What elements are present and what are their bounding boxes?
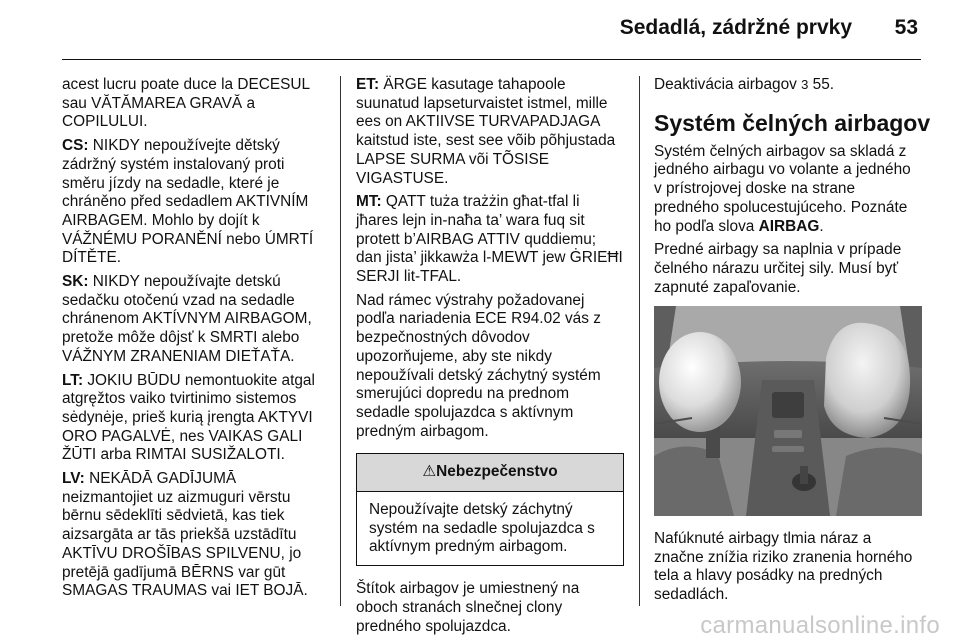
danger-box-header	[357, 454, 623, 492]
paragraph-text: Systém čelných airbagov sa skladá z jedného airbagu vo volante a jedného v prístrojovej doske na strane predného spolucestujúceho. Poznáte ho podľa slova	[654, 142, 911, 235]
warning-lv	[62, 470, 330, 601]
watermark: carmanualsonline.info	[700, 612, 940, 639]
column-left	[62, 76, 330, 606]
danger-title: Nebezpečenstvo	[436, 463, 558, 481]
frontal-airbag-description	[654, 143, 922, 237]
deactivation-page: 55.	[812, 76, 835, 93]
language-code: CS:	[62, 137, 89, 155]
section-heading: Systém čelných airbagov	[654, 109, 931, 136]
language-code: LT:	[62, 371, 84, 389]
intro-paragraph: acest lucru poate duce la DECESUL sau VĂTĂMAREA GRAVĂ a COPILULUI.	[62, 76, 310, 131]
deactivation-reference	[654, 76, 922, 95]
ece-paragraph: Nad rámec výstrahy požadovanej podľa nariadenia ECE R94.02 vás z bezpečnostných dôvodov upozorňujeme, aby ste nikdy nepoužívali detský záchytný systém smerujúci dopredu na prednom sedadle spolujazdca s aktívnym predným airbagom.	[356, 291, 601, 440]
paragraph-end: .	[819, 217, 824, 235]
warning-et	[356, 76, 624, 188]
warning-lt	[62, 372, 330, 466]
danger-box	[356, 453, 624, 566]
language-code: ET:	[356, 76, 380, 93]
column-divider-2	[639, 76, 640, 606]
language-code: SK:	[62, 273, 89, 291]
column-right	[654, 76, 931, 302]
warning-text: QATT tuża trażżin għat-tfal li jħares lejn in-naħa ta’ wara fuq sit protett b’AIRBAG ATTIV quddiemu; dan jista’ jikkawża l-MEWT jew ĠRIEĦI SERJI lit-TFAL.	[356, 193, 623, 286]
danger-box-body: Nepoužívajte detský záchytný systém na sedadle spolujazdca s aktívnym predným airbagom.	[369, 501, 595, 556]
warning-text: NIKDY nepoužívajte detskú sedačku otočenú vzad na sedadle chránenom AKTÍVNYM AIRBAGOM, pretože môže dôjsť k SMRTI alebo VÁŽNYM ZRANENIAM DIEŤAŤA.	[62, 273, 312, 365]
warning-text: ÄRGE kasutage tahapoole suunatud lapseturvaistet istmel, mille ees on AKTIIVSE TURVAPADJAGA kaitstud iste, sest see võib põhjustada LAPSE SURMA või TÕSISE VIGASTUSE.	[356, 76, 616, 187]
page-header-title: Sedadlá, zádržné prvky	[619, 16, 852, 39]
frontal-airbag-deployment: Predné airbagy sa naplnia v prípade čelného nárazu určitej sily. Musí byť zapnuté zapaľovanie.	[654, 241, 902, 296]
illustration-caption: Nafúknuté airbagy tlmia náraz a značne znížia riziko zranenia horného tela a hlavy posádky na predných sedadlách.	[654, 530, 913, 604]
warning-sk	[62, 273, 330, 367]
label-location-paragraph: Štítok airbagov je umiestnený na oboch stranách slnečnej clony predného spolujazdca.	[356, 580, 580, 635]
warning-text: NIKDY nepoužívejte dětský zádržný systém instalovaný proti směru jízdy na sedadle, které je chráněno před sedadlem AKTIVNÍM AIRBAGEM. Mohlo by dojít k VÁŽNÉMU PORANĚNÍ nebo ÚMRTÍ DÍTĚTE.	[62, 137, 314, 267]
airbag-keyword: AIRBAG	[758, 217, 820, 235]
warning-text: JOKIU BŪDU nemontuokite atgal atgręžtos vaiko tvirtinimo sistemos sėdynėje, prieš kurią įrengta AKTYVI ORO PAGALVĖ, nes VAIKAS GALI ŽŪTI arba RIMTAI SUSIŽALOTI.	[62, 371, 315, 464]
page-number: 53	[894, 16, 918, 39]
page-reference-arrow-icon: 3	[801, 77, 809, 92]
column-divider-1	[340, 76, 341, 606]
deactivation-text: Deaktivácia airbagov	[654, 76, 797, 93]
warning-text: NEKĀDĀ GADĪJUMĀ neizmantojiet uz aizmuguri vērstu bērnu sēdeklīti sēdvietā, kas tiek aizsargāta ar tās priekšā uzstādītu AKTĪVU DROŠĪBAS SPILVENU, jo pretējā gadījumā BĒRNS var gūt SMAGAS TRAUMAS vai IET BOJĀ.	[62, 470, 308, 600]
language-code: LV:	[62, 470, 85, 488]
language-code: MT:	[356, 193, 382, 211]
warning-triangle-icon: ⚠	[422, 463, 437, 481]
header-divider	[62, 59, 921, 60]
airbag-illustration	[654, 306, 922, 516]
warning-mt	[356, 193, 624, 287]
column-middle	[356, 76, 624, 641]
warning-cs	[62, 137, 330, 268]
